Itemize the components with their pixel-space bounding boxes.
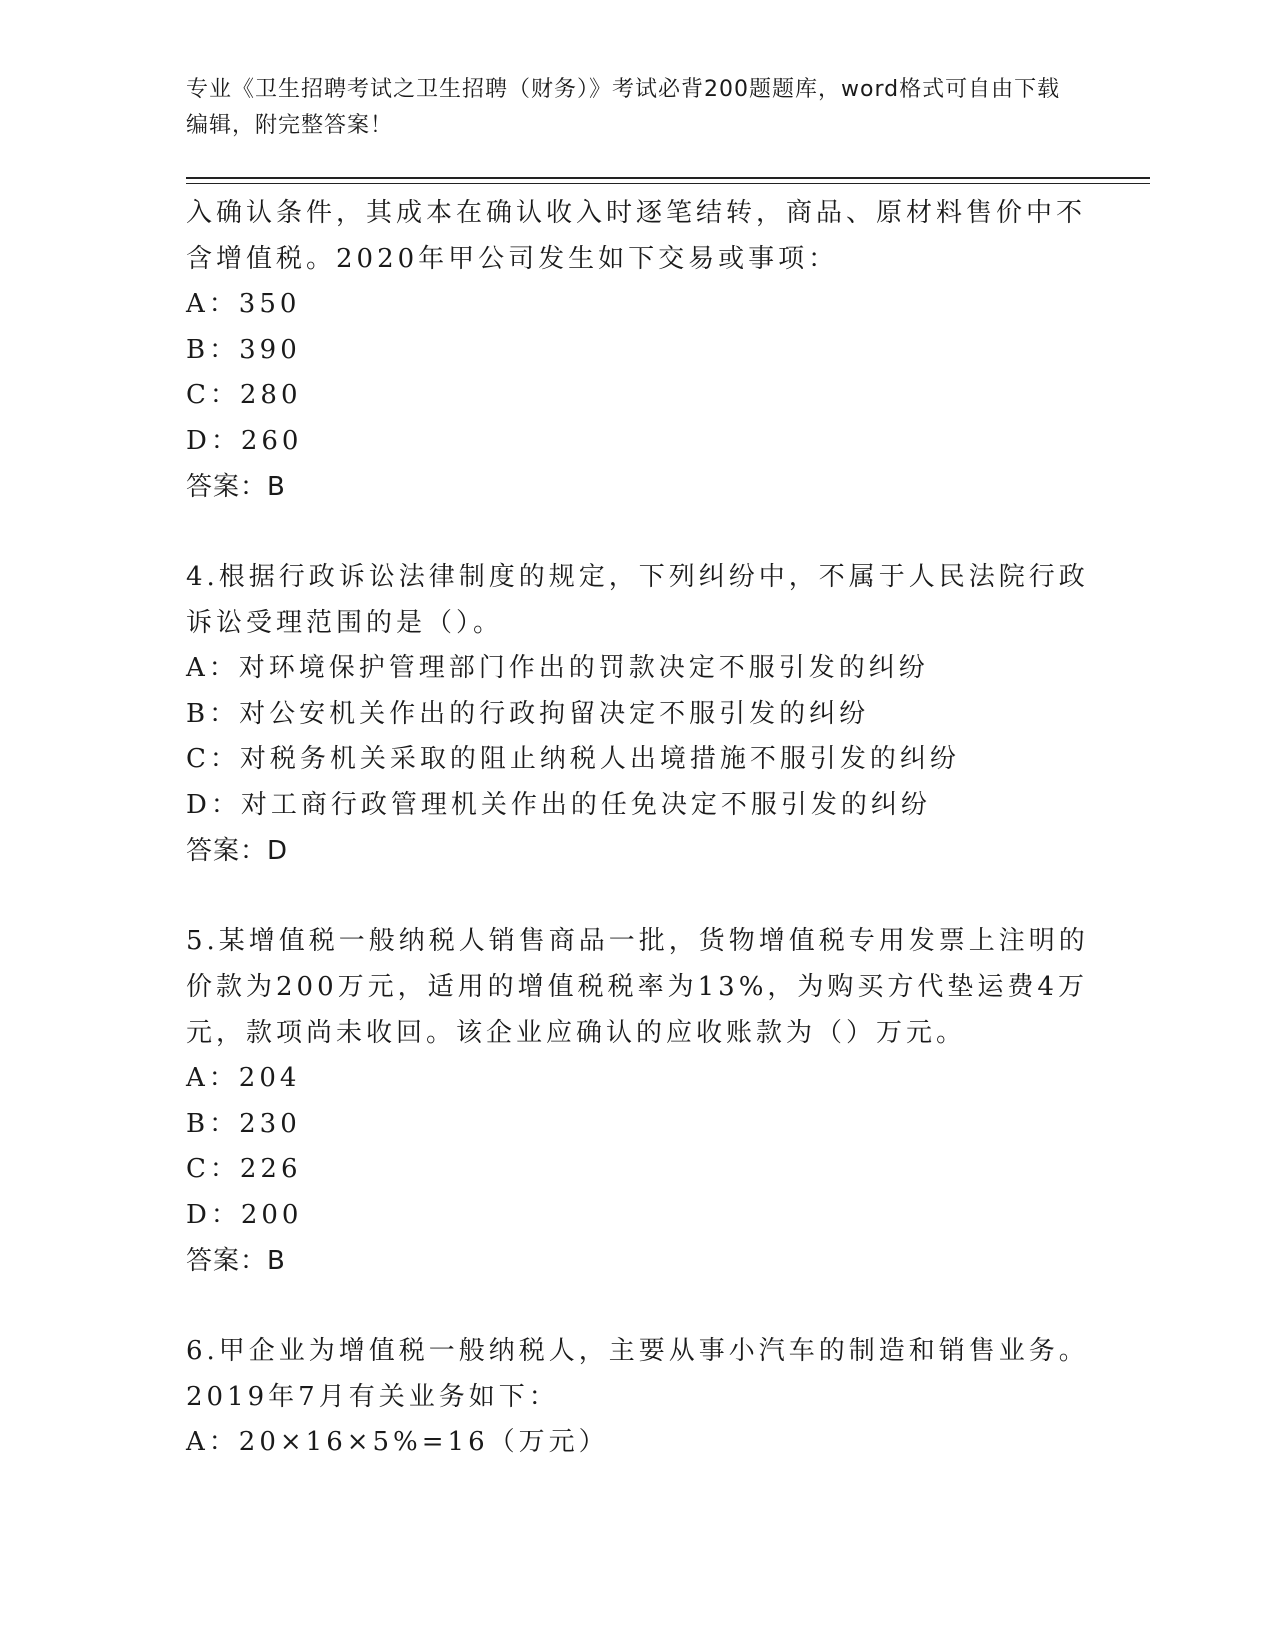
question-block: [186, 554, 1106, 874]
question-block: [186, 918, 1106, 1284]
option-a: A：对环境保护管理部门作出的罚款决定不服引发的纠纷: [186, 653, 929, 683]
option-a: A：204: [186, 1063, 301, 1093]
answer-line: 答案：B: [186, 472, 286, 502]
option-c: C：对税务机关采取的阻止纳税人出境措施不服引发的纠纷: [186, 744, 960, 774]
question-text: 入确认条件，其成本在确认收入时逐笔结转，商品、原材料售价中不含增值税。2020年甲公司发生如下交易或事项：: [186, 198, 1087, 274]
header-divider-thick: [186, 177, 1150, 179]
header-divider-thin: [186, 183, 1150, 184]
answer-line: 答案：D: [186, 836, 289, 866]
question-block: [186, 1328, 1106, 1466]
question-text: 5.某增值税一般纳税人销售商品一批，货物增值税专用发票上注明的价款为200万元，适用的增值税税率为13%，为购买方代垫运费4万元，款项尚未收回。该企业应确认的应收账款为（）万元。: [186, 926, 1089, 1048]
option-d: D：200: [186, 1199, 303, 1230]
question-text: 6.甲企业为增值税一般纳税人，主要从事小汽车的制造和销售业务。2019年7月有关业务如下：: [186, 1336, 1089, 1412]
page-header: 专业《卫生招聘考试之卫生招聘（财务）》考试必背200题题库，word格式可自由下载编辑，附完整答案！: [186, 77, 1061, 138]
option-c: C：226: [186, 1154, 302, 1184]
question-text: 4.根据行政诉讼法律制度的规定，下列纠纷中，不属于人民法院行政诉讼受理范围的是（）。: [186, 562, 1089, 638]
option-a: A：20×16×5%=16（万元）: [186, 1427, 609, 1457]
question-list: [186, 190, 1106, 1466]
option-c: C：280: [186, 380, 302, 410]
option-d: D：对工商行政管理机关作出的任免决定不服引发的纠纷: [186, 789, 931, 820]
option-d: D：260: [186, 425, 303, 456]
option-b: B：230: [186, 1108, 301, 1139]
option-a: A：350: [186, 289, 301, 319]
answer-line: 答案：B: [186, 1246, 286, 1276]
option-b: B：对公安机关作出的行政拘留决定不服引发的纠纷: [186, 698, 870, 729]
option-b: B：390: [186, 334, 301, 365]
question-block: [186, 190, 1106, 510]
